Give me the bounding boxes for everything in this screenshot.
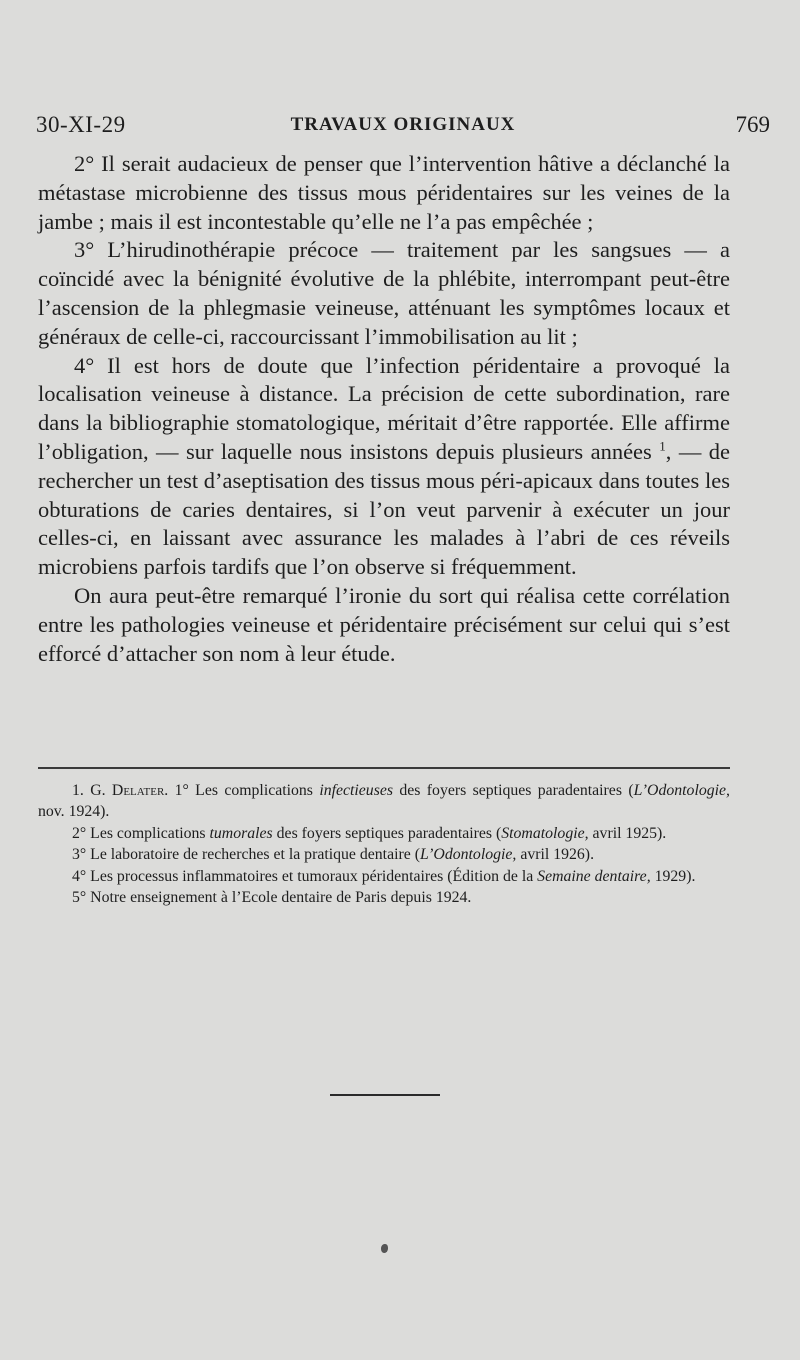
footnote-journal: Semaine dentaire,: [537, 867, 651, 885]
header-title: TRAVAUX ORIGINAUX: [290, 114, 516, 135]
footnote-journal: L’Odontologie,: [419, 846, 517, 864]
footnote-5: 5° Notre enseignement à l’Ecole dentaire de Paris depuis 1924.: [72, 889, 472, 907]
footnote-journal: L’Odontologie,: [633, 782, 730, 799]
footnote-author: G. Delater.: [90, 782, 169, 799]
footnote-2: [38, 823, 730, 844]
paragraph-4: [38, 352, 730, 582]
page-number: 769: [735, 112, 770, 137]
footnote-text: 3° Le laboratoire de recherches et la pratique dentaire (: [72, 846, 420, 864]
footnotes: [38, 780, 730, 908]
footnote-text: avril 1925).: [592, 824, 667, 842]
footnote-1: [38, 780, 730, 823]
footnote-4: [38, 866, 730, 887]
running-header: [36, 112, 770, 142]
footnote-text: des foyers septiques paradentaires (: [276, 824, 502, 842]
ink-speck: [381, 1244, 388, 1253]
footnote-text: avril 1926).: [520, 846, 595, 864]
footnote-text: des foyers septiques paradentaires (: [399, 782, 634, 799]
footnote-ref: 1: [659, 438, 666, 454]
footnote-emphasis: infectieuses: [319, 782, 394, 799]
footnote-text: nov. 1924).: [38, 803, 110, 821]
footnote-number: 1.: [72, 782, 84, 799]
paragraph-4-text-b: , — de rechercher un test d’aseptisation des tissus mous péri-apicaux dans toutes les obturations de caries dentaires, si l’on veut parvenir à exécuter un jour celles-ci, en laissant avec assurance les malades à l’abri de ces réveils microbiens parfois tardifs que l’on observe si fréquemment.: [38, 438, 730, 580]
footnote-text: 1° Les complications: [174, 782, 313, 799]
paragraph-conclusion: On aura peut-être remarqué l’ironie du sort qui réalisa cette corrélation entre les pathologies veineuse et péridentaire précisément sur celui qui s’est efforcé d’attacher son nom à leur étude.: [38, 582, 730, 666]
paragraph-4-text-a: 4° Il est hors de doute que l’infection péridentaire a provoqué la localisation veineuse à distance. La précision de cette subordination, rare dans la bibliographie stomatologique, méritait d’être rapportée. Elle affirme l’obligation, — sur laquelle nous insistons depuis plusieurs années: [38, 352, 730, 464]
main-text: [38, 150, 730, 668]
footnote-separator: [38, 767, 730, 769]
paragraph-3: 3° L’hirudinothérapie précoce — traitement par les sangsues — a coïncidé avec la bénignité évolutive de la phlébite, interrompant peut-être l’ascension de la phlegmasie veineuse, atténuant les symptômes locaux et généraux de celle-ci, raccourcissant l’immobilisation au lit ;: [38, 237, 730, 349]
footnote-3: [38, 844, 730, 865]
footnote-text: 1929).: [654, 867, 696, 885]
header-date: 30-XI-29: [36, 112, 126, 137]
paragraph-2: 2° Il serait audacieux de penser que l’intervention hâtive a déclanché la métastase microbienne des tissus mous péridentaires sur les veines de la jambe ; mais il est incontestable qu’elle ne l’a pas empêchée ;: [38, 151, 730, 234]
footnote-text: 4° Les processus inflammatoires et tumoraux péridentaires (Édition de la: [72, 867, 534, 885]
footnote-journal: Stomatologie,: [501, 824, 589, 842]
footnote-emphasis: tumorales: [209, 824, 273, 842]
footnote-text: 2° Les complications: [72, 824, 206, 842]
end-of-article-rule: [330, 1094, 440, 1096]
